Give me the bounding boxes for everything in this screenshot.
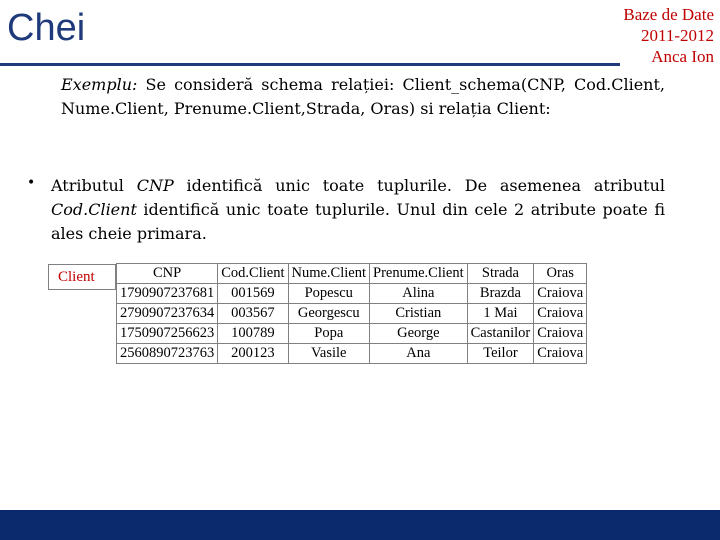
course-name: Baze de Date	[623, 5, 714, 24]
table-cell: Vasile	[288, 344, 370, 364]
table-cell: Cristian	[370, 304, 468, 324]
bullet-text-2: identifică unic toate tuplurile. De asemenea atributul	[173, 176, 666, 195]
header-divider	[0, 63, 620, 66]
table-cell: Castanilor	[467, 324, 534, 344]
example-text: Se consideră schema relației: Client_schema(CNP, Cod.Client, Nume.Client, Prenume.Client,Strada, Oras) si relația Client:	[61, 75, 665, 118]
table-cell: Popescu	[288, 284, 370, 304]
bullet-paragraph	[51, 174, 665, 246]
table-cell: Popa	[288, 324, 370, 344]
table-row	[117, 304, 587, 324]
relation-table	[116, 263, 587, 364]
table-cell: Teilor	[467, 344, 534, 364]
table-cell: Craiova	[534, 304, 587, 324]
example-paragraph	[61, 73, 665, 121]
header-info	[623, 4, 714, 67]
author-name: Anca Ion	[651, 47, 714, 66]
example-label: Exemplu:	[61, 75, 138, 94]
bullet-attr-cnp: CNP	[136, 176, 174, 195]
column-header: Strada	[467, 264, 534, 284]
table-cell: 1 Mai	[467, 304, 534, 324]
table-cell: 1750907256623	[117, 324, 218, 344]
table-cell: 1790907237681	[117, 284, 218, 304]
table-cell: 001569	[218, 284, 288, 304]
table-cell: Brazda	[467, 284, 534, 304]
table-row	[117, 344, 587, 364]
table-row	[117, 284, 587, 304]
table-row	[117, 324, 587, 344]
bullet-text-1: Atributul	[51, 176, 137, 195]
table-cell: Craiova	[534, 284, 587, 304]
table-cell: Georgescu	[288, 304, 370, 324]
column-header: CNP	[117, 264, 218, 284]
table-cell: Ana	[370, 344, 468, 364]
table-cell: George	[370, 324, 468, 344]
bullet-attr-codclient: Cod.Client	[51, 200, 137, 219]
table-header-row	[117, 264, 587, 284]
table-cell: Craiova	[534, 324, 587, 344]
column-header: Cod.Client	[218, 264, 288, 284]
slide-title: Chei	[7, 7, 86, 49]
bullet-text-3: identifică unic toate tuplurile. Unul din cele 2 atribute poate fi ales cheie primara.	[51, 200, 665, 243]
footer-bar	[0, 510, 720, 540]
table-cell: Craiova	[534, 344, 587, 364]
column-header: Nume.Client	[288, 264, 370, 284]
table-cell: 200123	[218, 344, 288, 364]
academic-year: 2011-2012	[640, 26, 714, 45]
table-cell: Alina	[370, 284, 468, 304]
table-cell: 2790907237634	[117, 304, 218, 324]
table-cell: 2560890723763	[117, 344, 218, 364]
column-header: Prenume.Client	[370, 264, 468, 284]
table-cell: 003567	[218, 304, 288, 324]
column-header: Oras	[534, 264, 587, 284]
bullet-icon: •	[27, 175, 36, 191]
relation-name-label: Client	[48, 264, 116, 290]
table-cell: 100789	[218, 324, 288, 344]
